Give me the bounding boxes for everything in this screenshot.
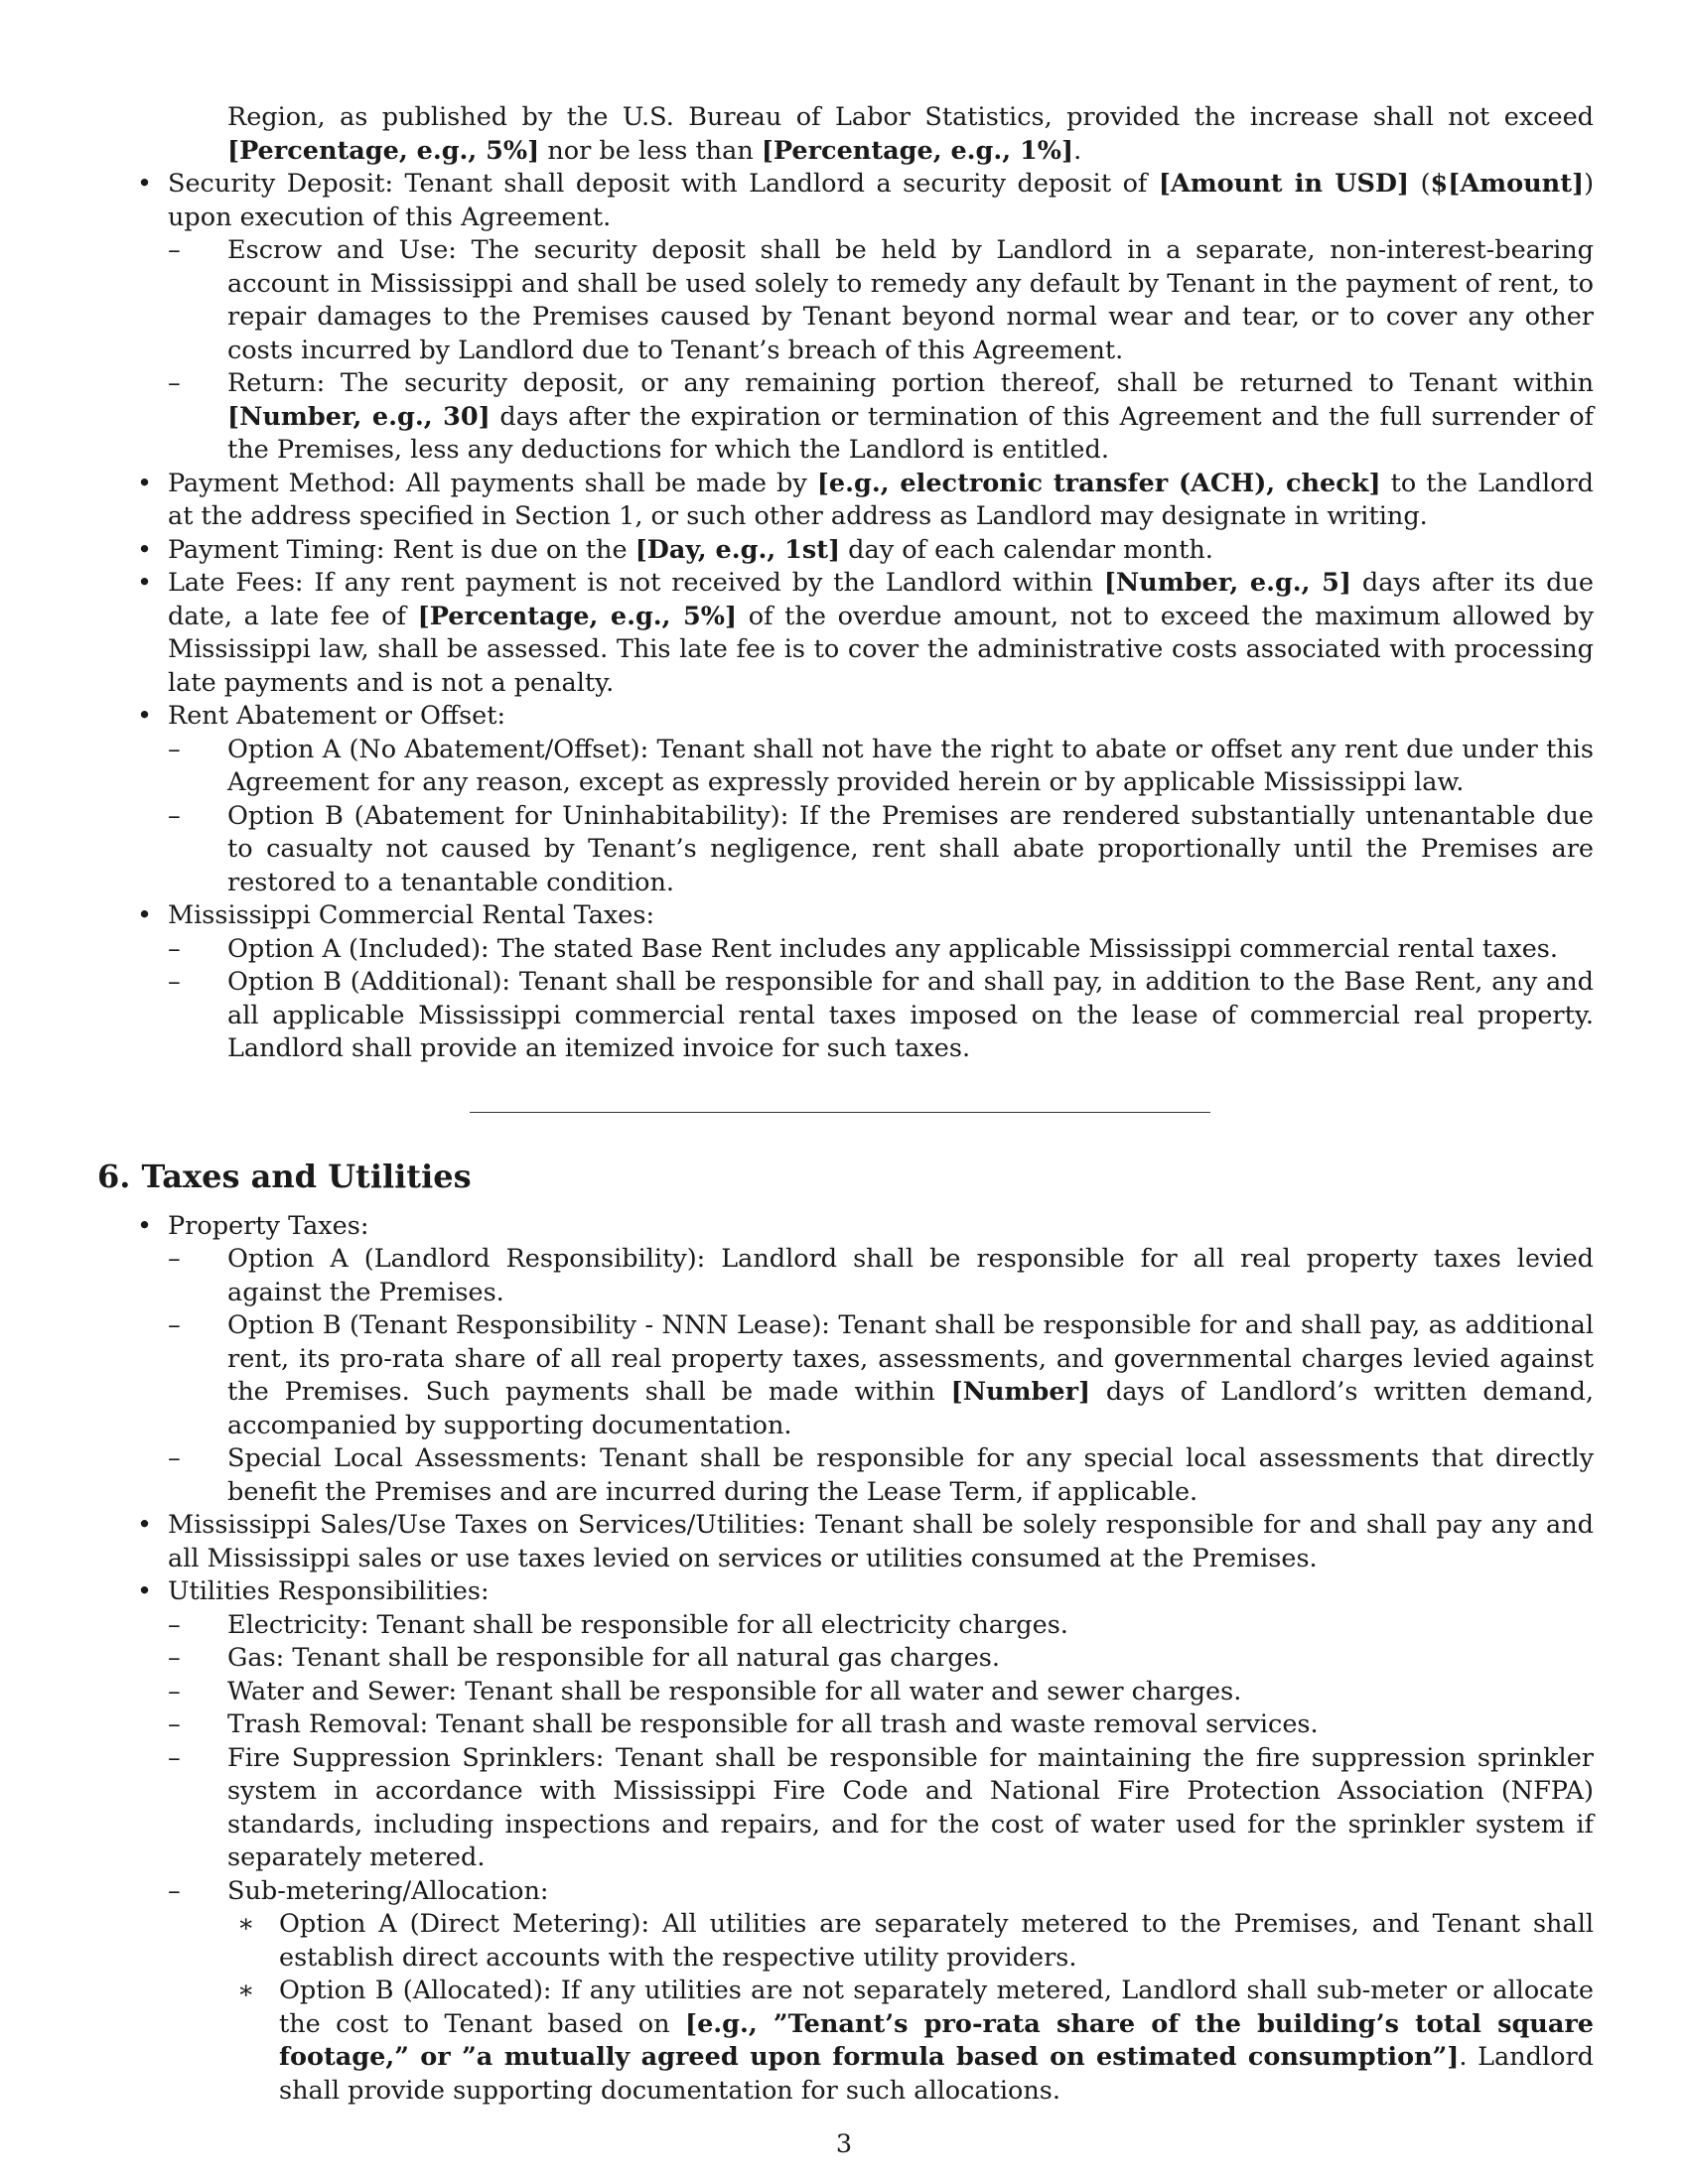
list-item-sales-use-taxes: • Mississippi Sales/Use Taxes on Services/Utilities: Tenant shall be solely responsible for and shall pay any and all Mississippi sales or use taxes levied on services or utilities consumed at the Premises. [137, 1510, 1594, 1573]
bullet-icon: • [137, 1576, 153, 1606]
carryover-paragraph: Region, as published by the U.S. Bureau of Labor Statistics, provided the increase shall not exceed [Percentage, e.g., 5%] nor be less than [Percentage, e.g., 1%]. [227, 102, 1594, 166]
bullet-icon: • [137, 169, 153, 199]
sub-item-water-sewer: – Water and Sewer: Tenant shall be responsible for all water and sewer charges. [168, 1676, 1594, 1709]
sub-item-special-assessments: – Special Local Assessments: Tenant shall be responsible for any special local assessments that directly benefit the Premises and are incurred during the Lease Term, if applicable. [168, 1443, 1594, 1507]
property-taxes-sublist [168, 1243, 1594, 1509]
dash-icon: – [168, 1709, 181, 1739]
sub-item-escrow: – Escrow and Use: The security deposit shall be held by Landlord in a separate, non-interest-bearing account in Mississippi and shall be used solely to remedy any default by Tenant in the payment of rent, to repair damages to the Premises caused by Tenant beyond normal wear and tear, or to cover any other costs incurred by Landlord due to Tenant’s breach of this Agreement. [168, 235, 1594, 365]
rent-abatement-sublist [168, 734, 1594, 900]
dash-icon: – [168, 1643, 181, 1673]
page-content [99, 101, 1594, 2108]
dash-icon: – [168, 1244, 181, 1274]
utilities-sublist [168, 1609, 1594, 2109]
dash-icon: – [168, 1310, 181, 1340]
list-item-rental-taxes: • Mississippi Commercial Rental Taxes: – Option A (Included): The stated Base Rent includes any applicable Mississippi commercial rental taxes. – Option B (Additional): Tenant shall be responsible for and shall pay, in addition to the Base Rent, any and all applicable Mississippi commercial rental taxes imposed on the lease of commercial real property. Landlord shall provide an itemized invoice for such taxes. [99, 899, 1594, 1066]
rental-taxes-sublist [168, 933, 1594, 1066]
bullet-icon: • [137, 1510, 153, 1540]
section-heading: 6. Taxes and Utilities [97, 1157, 472, 1195]
bullet-icon: • [137, 701, 153, 731]
dash-icon: – [168, 933, 181, 964]
bullet-icon: • [137, 1210, 153, 1241]
bullet-icon: • [137, 468, 153, 498]
sub-item-option-b: – Option B (Additional): Tenant shall be responsible for and shall pay, in addition to the Base Rent, any and all applicable Mississippi commercial rental taxes imposed on the lease of commercial real property. Landlord shall provide an itemized invoice for such taxes. [168, 967, 1594, 1063]
bullet-icon: • [137, 900, 153, 930]
list-item-property-taxes: • Property Taxes: – Option A (Landlord Responsibility): Landlord shall be responsible for all real property taxes levied against the Premises. – Option B (Tenant Responsibility - NNN Lease): Tenant shall be responsible for and shall pay, as additional rent, its pro-rata share of all real property taxes, assessments, and governmental charges levied against the Premises. Such payments shall be made within [Number] days of Landlord’s written demand, accompanied by supporting documentation. – Special Local Assessments: Tenant shall be responsible for any special local assessments that directly benefit the Premises and are incurred during the Lease Term, if applicable. [99, 1210, 1594, 1510]
list-item-security-deposit: • Security Deposit: Tenant shall deposit with Landlord a security deposit of [Amount in USD] ($[Amount]) upon execution of this Agreement. – Escrow and Use: The security deposit shall be held by Landlord in a separate, non-interest-bearing account in Mississippi and shall be used solely to remedy any default by Tenant in the payment of rent, to repair damages to the Premises caused by Tenant beyond normal wear and tear, or to cover any other costs incurred by Landlord due to Tenant’s breach of this Agreement. – Return: The security deposit, or any remaining portion thereof, shall be returned to Tenant within [Number, e.g., 30] days after the expiration or termination of this Agreement and the full surrender of the Premises, less any deductions for which the Landlord is entitled. [99, 168, 1594, 468]
sub-item-gas: – Gas: Tenant shall be responsible for all natural gas charges. [168, 1642, 1594, 1676]
sub-item-option-b: – Option B (Tenant Responsibility - NNN Lease): Tenant shall be responsible for and shall pay, as additional rent, its pro-rata share of all real property taxes, assessments, and governmental charges levied against the Premises. Such payments shall be made within [Number] days of Landlord’s written demand, accompanied by supporting documentation. [168, 1310, 1594, 1440]
dash-icon: – [168, 1609, 181, 1640]
sub-item-electricity: – Electricity: Tenant shall be responsible for all electricity charges. [168, 1609, 1594, 1643]
dash-icon: – [168, 1676, 181, 1706]
sub-item-option-a: – Option A (Landlord Responsibility): Landlord shall be responsible for all real property taxes levied against the Premises. [168, 1244, 1594, 1307]
sub-item-return: – Return: The security deposit, or any remaining portion thereof, shall be returned to Tenant within [Number, e.g., 30] days after the expiration or termination of this Agreement and the full surrender of the Premises, less any deductions for which the Landlord is entitled. [168, 368, 1594, 465]
dash-icon: – [168, 1742, 181, 1773]
sub-item-fire-sprinklers: – Fire Suppression Sprinklers: Tenant shall be responsible for maintaining the fire suppression sprinkler system in accordance with Mississippi Fire Code and National Fire Protection Association (NFPA) standards, including inspections and repairs, and for the cost of water used for the sprinkler system if separately metered. [168, 1742, 1594, 1872]
sub-item-option-a: – Option A (No Abatement/Offset): Tenant shall not have the right to abate or offset any rent due under this Agreement for any reason, except as expressly provided herein or by applicable Mississippi law. [168, 734, 1594, 797]
sub-item-trash: – Trash Removal: Tenant shall be responsible for all trash and waste removal services. [168, 1708, 1594, 1742]
dash-icon: – [168, 1875, 181, 1906]
asterisk-icon: ∗ [237, 1909, 255, 1939]
list-item-late-fees: • Late Fees: If any rent payment is not received by the Landlord within [Number, e.g., 5] days after its due date, a late fee of [Percentage, e.g., 5%] of the overdue amount, not to exceed the maximum allowed by Mississippi law, shall be assessed. This late fee is to cover the administrative costs associated with processing late payments and is not a penalty. [137, 568, 1594, 698]
sub-sub-item-option-a: ∗ Option A (Direct Metering): All utilities are separately metered to the Premises, and Tenant shall establish direct accounts with the respective utility providers. [237, 1909, 1594, 1973]
asterisk-icon: ∗ [237, 1976, 255, 2005]
dash-icon: – [168, 734, 181, 764]
list-item-rent-abatement: • Rent Abatement or Offset: – Option A (No Abatement/Offset): Tenant shall not have the right to abate or offset any rent due under this Agreement for any reason, except as expressly provided herein or by applicable Mississippi law. – Option B (Abatement for Uninhabitability): If the Premises are rendered substantially untenantable due to casualty not caused by Tenant’s negligence, rent shall abate proportionally until the Premises are restored to a tenantable condition. [99, 700, 1594, 899]
dash-icon: – [168, 1443, 181, 1473]
list-item-payment-timing: • Payment Timing: Rent is due on the [Day, e.g., 1st] day of each calendar month. [99, 534, 1594, 568]
bullet-icon: • [137, 568, 153, 598]
dash-icon: – [168, 368, 181, 398]
sub-item-option-b: – Option B (Abatement for Uninhabitability): If the Premises are rendered substantially untenantable due to casualty not caused by Tenant’s negligence, rent shall abate proportionally until the Premises are restored to a tenantable condition. [168, 800, 1594, 897]
section-divider [470, 1112, 1210, 1113]
sub-item-submetering: – Sub-metering/Allocation: ∗ Option A (Direct Metering): All utilities are separately metered to the Premises, and Tenant shall establish direct accounts with the respective utility providers. ∗ Option B (Allocated): If any utilities are not separately metered, Landlord shall sub-meter or allocate the cost to Tenant based on [e.g., ”Tenant’s pro-rata share of the building’s total square footage,” or ”a mutually agreed upon formula based on estimated consumption”]. Landlord shall provide supporting documentation for such allocations. [168, 1875, 1594, 2109]
dash-icon: – [168, 800, 181, 831]
dash-icon: – [168, 235, 181, 265]
list-item-payment-method: • Payment Method: All payments shall be made by [e.g., electronic transfer (ACH), check] to the Landlord at the address specified in Section 1, or such other address as Landlord may designate in writing. [137, 468, 1594, 531]
page-number: 3 [835, 2129, 853, 2159]
security-deposit-sublist [168, 234, 1594, 468]
dash-icon: – [168, 967, 181, 997]
submetering-sublist [227, 1908, 1594, 2108]
bullet-icon: • [137, 534, 153, 565]
sub-item-option-a: – Option A (Included): The stated Base Rent includes any applicable Mississippi commercial rental taxes. [168, 933, 1594, 967]
list-item-utilities: • Utilities Responsibilities: – Electricity: Tenant shall be responsible for all electricity charges. – Gas: Tenant shall be responsible for all natural gas charges. – Water and Sewer: Tenant shall be responsible for all water and sewer charges. – Trash Removal: Tenant shall be responsible for all trash and waste removal services. – Fire Suppression Sprinklers: Tenant shall be responsible for maintaining the fire suppression sprinkler system in accordance with Mississippi Fire Code and National Fire Protection Association (NFPA) standards, including inspections and repairs, and for the cost of water used for the sprinkler system if separately metered. – Sub-metering/Allocation: ∗ Option A (Direct Metering): All utilities are separately metered to the Premises, and Tenant shall establish direct accounts with the respective utility providers. ∗ Option B (Allocated): If any utilities are not separately metered, Landlord shall sub-meter or allocate the cost to Tenant based on [e.g., ”Tenant’s pro-rata share of the building’s total square footage,” or ”a mutually agreed upon formula based on estimated consumption”]. Landlord shall provide supporting documentation for such allocations. [99, 1575, 1594, 2108]
taxes-utilities-list [99, 1210, 1594, 2109]
sub-sub-item-option-b: ∗ Option B (Allocated): If any utilities are not separately metered, Landlord shall sub-meter or allocate the cost to Tenant based on [e.g., ”Tenant’s pro-rata share of the building’s total square footage,” or ”a mutually agreed upon formula based on estimated consumption”]. Landlord shall provide supporting documentation for such allocations. [237, 1976, 1595, 2106]
rent-terms-list [99, 168, 1594, 1066]
